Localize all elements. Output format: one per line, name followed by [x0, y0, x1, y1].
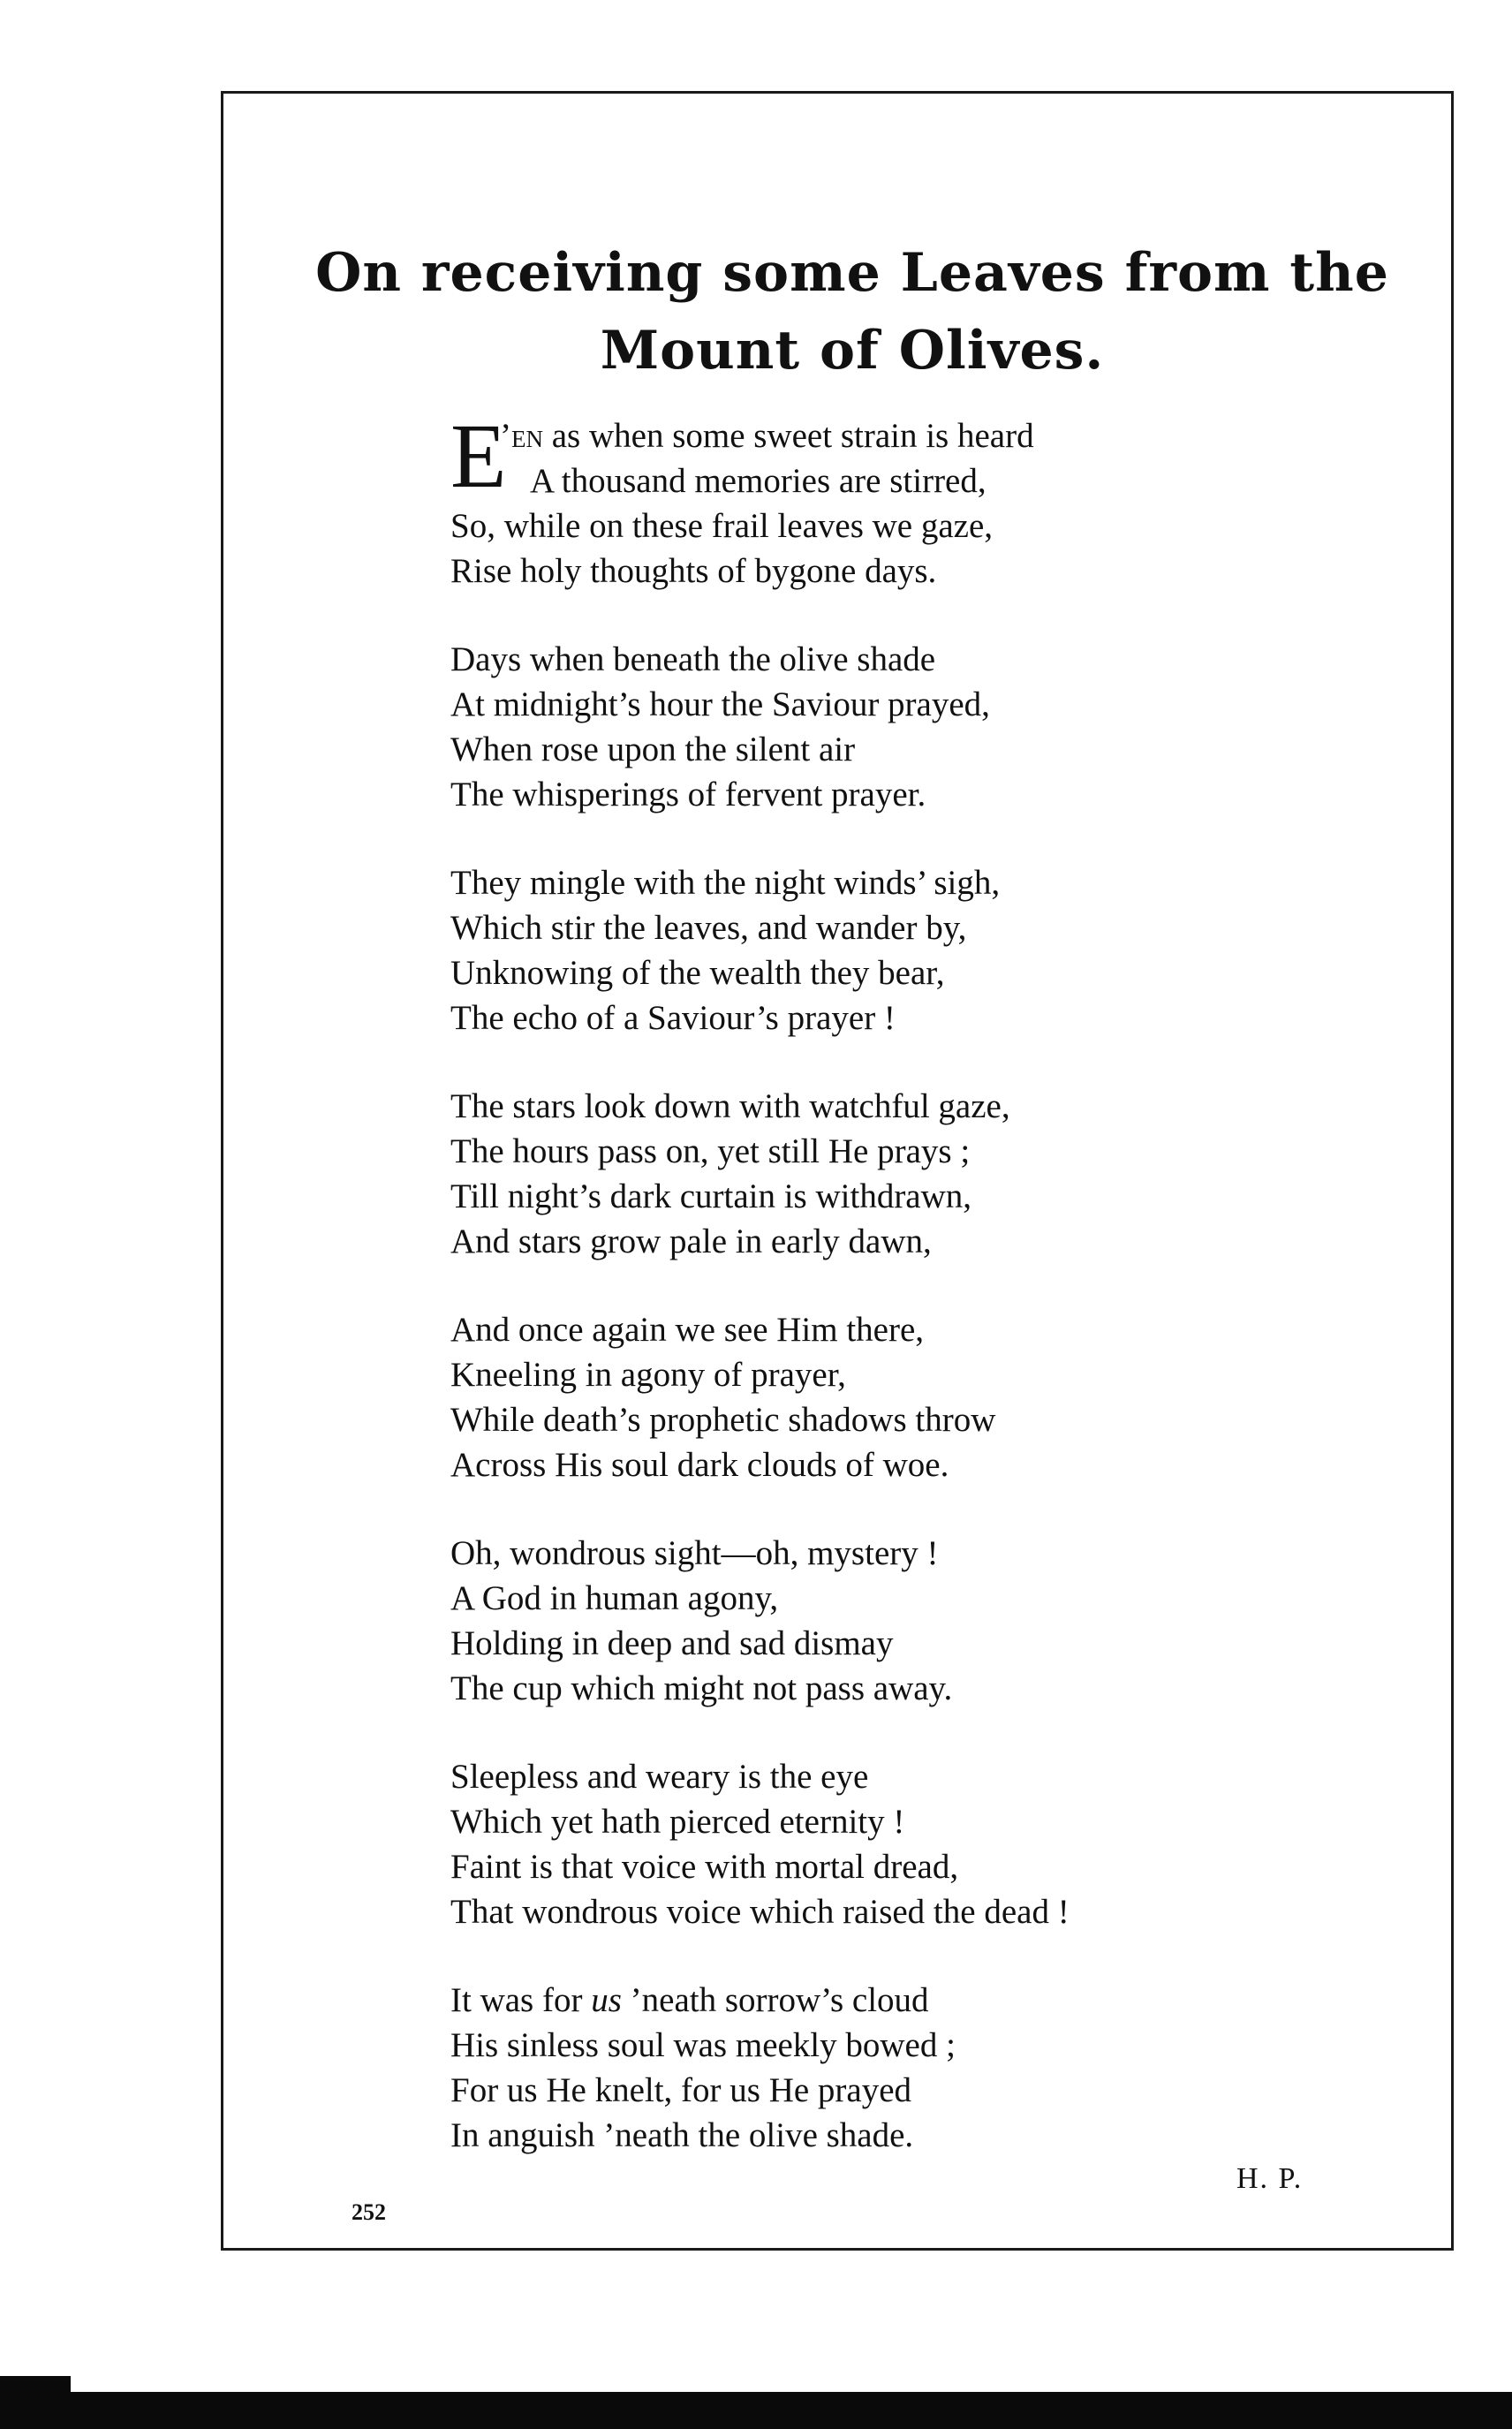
poem-line: A God in human agony, [450, 1579, 779, 1617]
poem-line: Sleepless and weary is the eye [450, 1758, 869, 1796]
poem-line: Days when beneath the olive shade [450, 640, 936, 678]
stanza-8 [450, 1978, 1298, 2158]
drop-cap: E [450, 405, 507, 507]
poem-line: They mingle with the night winds’ sigh, [450, 864, 1001, 902]
stanza-3 [450, 860, 1298, 1040]
stanza-1 [450, 405, 1298, 594]
line-text: It was for [450, 1981, 592, 2019]
poem-line: While death’s prophetic shadows throw [450, 1401, 996, 1439]
poem-line: In anguish ’neath the olive shade. [450, 2116, 914, 2154]
poem-line: Faint is that voice with mortal dread, [450, 1848, 959, 1886]
first-line-text: as when some sweet strain is heard [542, 417, 1034, 455]
scan-edge-mark [0, 2376, 71, 2394]
poem-line: That wondrous voice which raised the dead ! [450, 1893, 1070, 1931]
poem-line: Oh, wondrous sight—oh, mystery ! [450, 1534, 939, 1572]
poem-line: So, while on these frail leaves we gaze, [450, 507, 994, 545]
poem-body [450, 405, 1298, 2158]
poem-line: For us He knelt, for us He prayed [450, 2071, 912, 2109]
poem-line: When rose upon the silent air [450, 730, 856, 768]
poem-line [450, 1978, 1298, 2023]
poem-line: The whisperings of fervent prayer. [450, 776, 926, 813]
stanza-4 [450, 1084, 1298, 1264]
stanza-5 [450, 1307, 1298, 1487]
stanza-6 [450, 1531, 1298, 1711]
poem-line: Which stir the leaves, and wander by, [450, 909, 967, 947]
scan-edge-bar [0, 2392, 1512, 2429]
author-initials: H. P. [1236, 2162, 1304, 2195]
poem-line: Kneeling in agony of prayer, [450, 1356, 846, 1394]
poem-line: The hours pass on, yet still He prays ; [450, 1132, 971, 1170]
poem-line: Till night’s dark curtain is withdrawn, [450, 1177, 972, 1215]
poem-line: Unknowing of the wealth they bear, [450, 954, 945, 992]
poem-line: The echo of a Saviour’s prayer ! [450, 999, 896, 1037]
poem-line: At midnight’s hour the Saviour prayed, [450, 685, 990, 723]
emphasized-word: us [591, 1981, 622, 2019]
page-number: 252 [352, 2199, 386, 2225]
line-text: ’neath sorrow’s cloud [621, 1981, 929, 2019]
poem-line: Which yet hath pierced eternity ! [450, 1803, 905, 1841]
poem-line: And stars grow pale in early dawn, [450, 1222, 932, 1260]
stanza-2 [450, 637, 1298, 817]
first-word: ’en [500, 417, 543, 455]
poem-line: Across His soul dark clouds of woe. [450, 1446, 949, 1484]
poem-line: The stars look down with watchful gaze, [450, 1087, 1010, 1125]
poem-line: And once again we see Him there, [450, 1311, 925, 1349]
poem-line: The cup which might not pass away. [450, 1669, 953, 1707]
poem-line: A thousand memories are stirred, [530, 462, 987, 500]
poem-line: His sinless soul was meekly bowed ; [450, 2026, 956, 2064]
poem-line: Holding in deep and sad dismay [450, 1624, 894, 1662]
stanza-7 [450, 1754, 1298, 1934]
poem-line: Rise holy thoughts of bygone days. [450, 552, 937, 590]
poem-title: On receiving some Leaves from the Mount of Olives. [315, 242, 1389, 382]
